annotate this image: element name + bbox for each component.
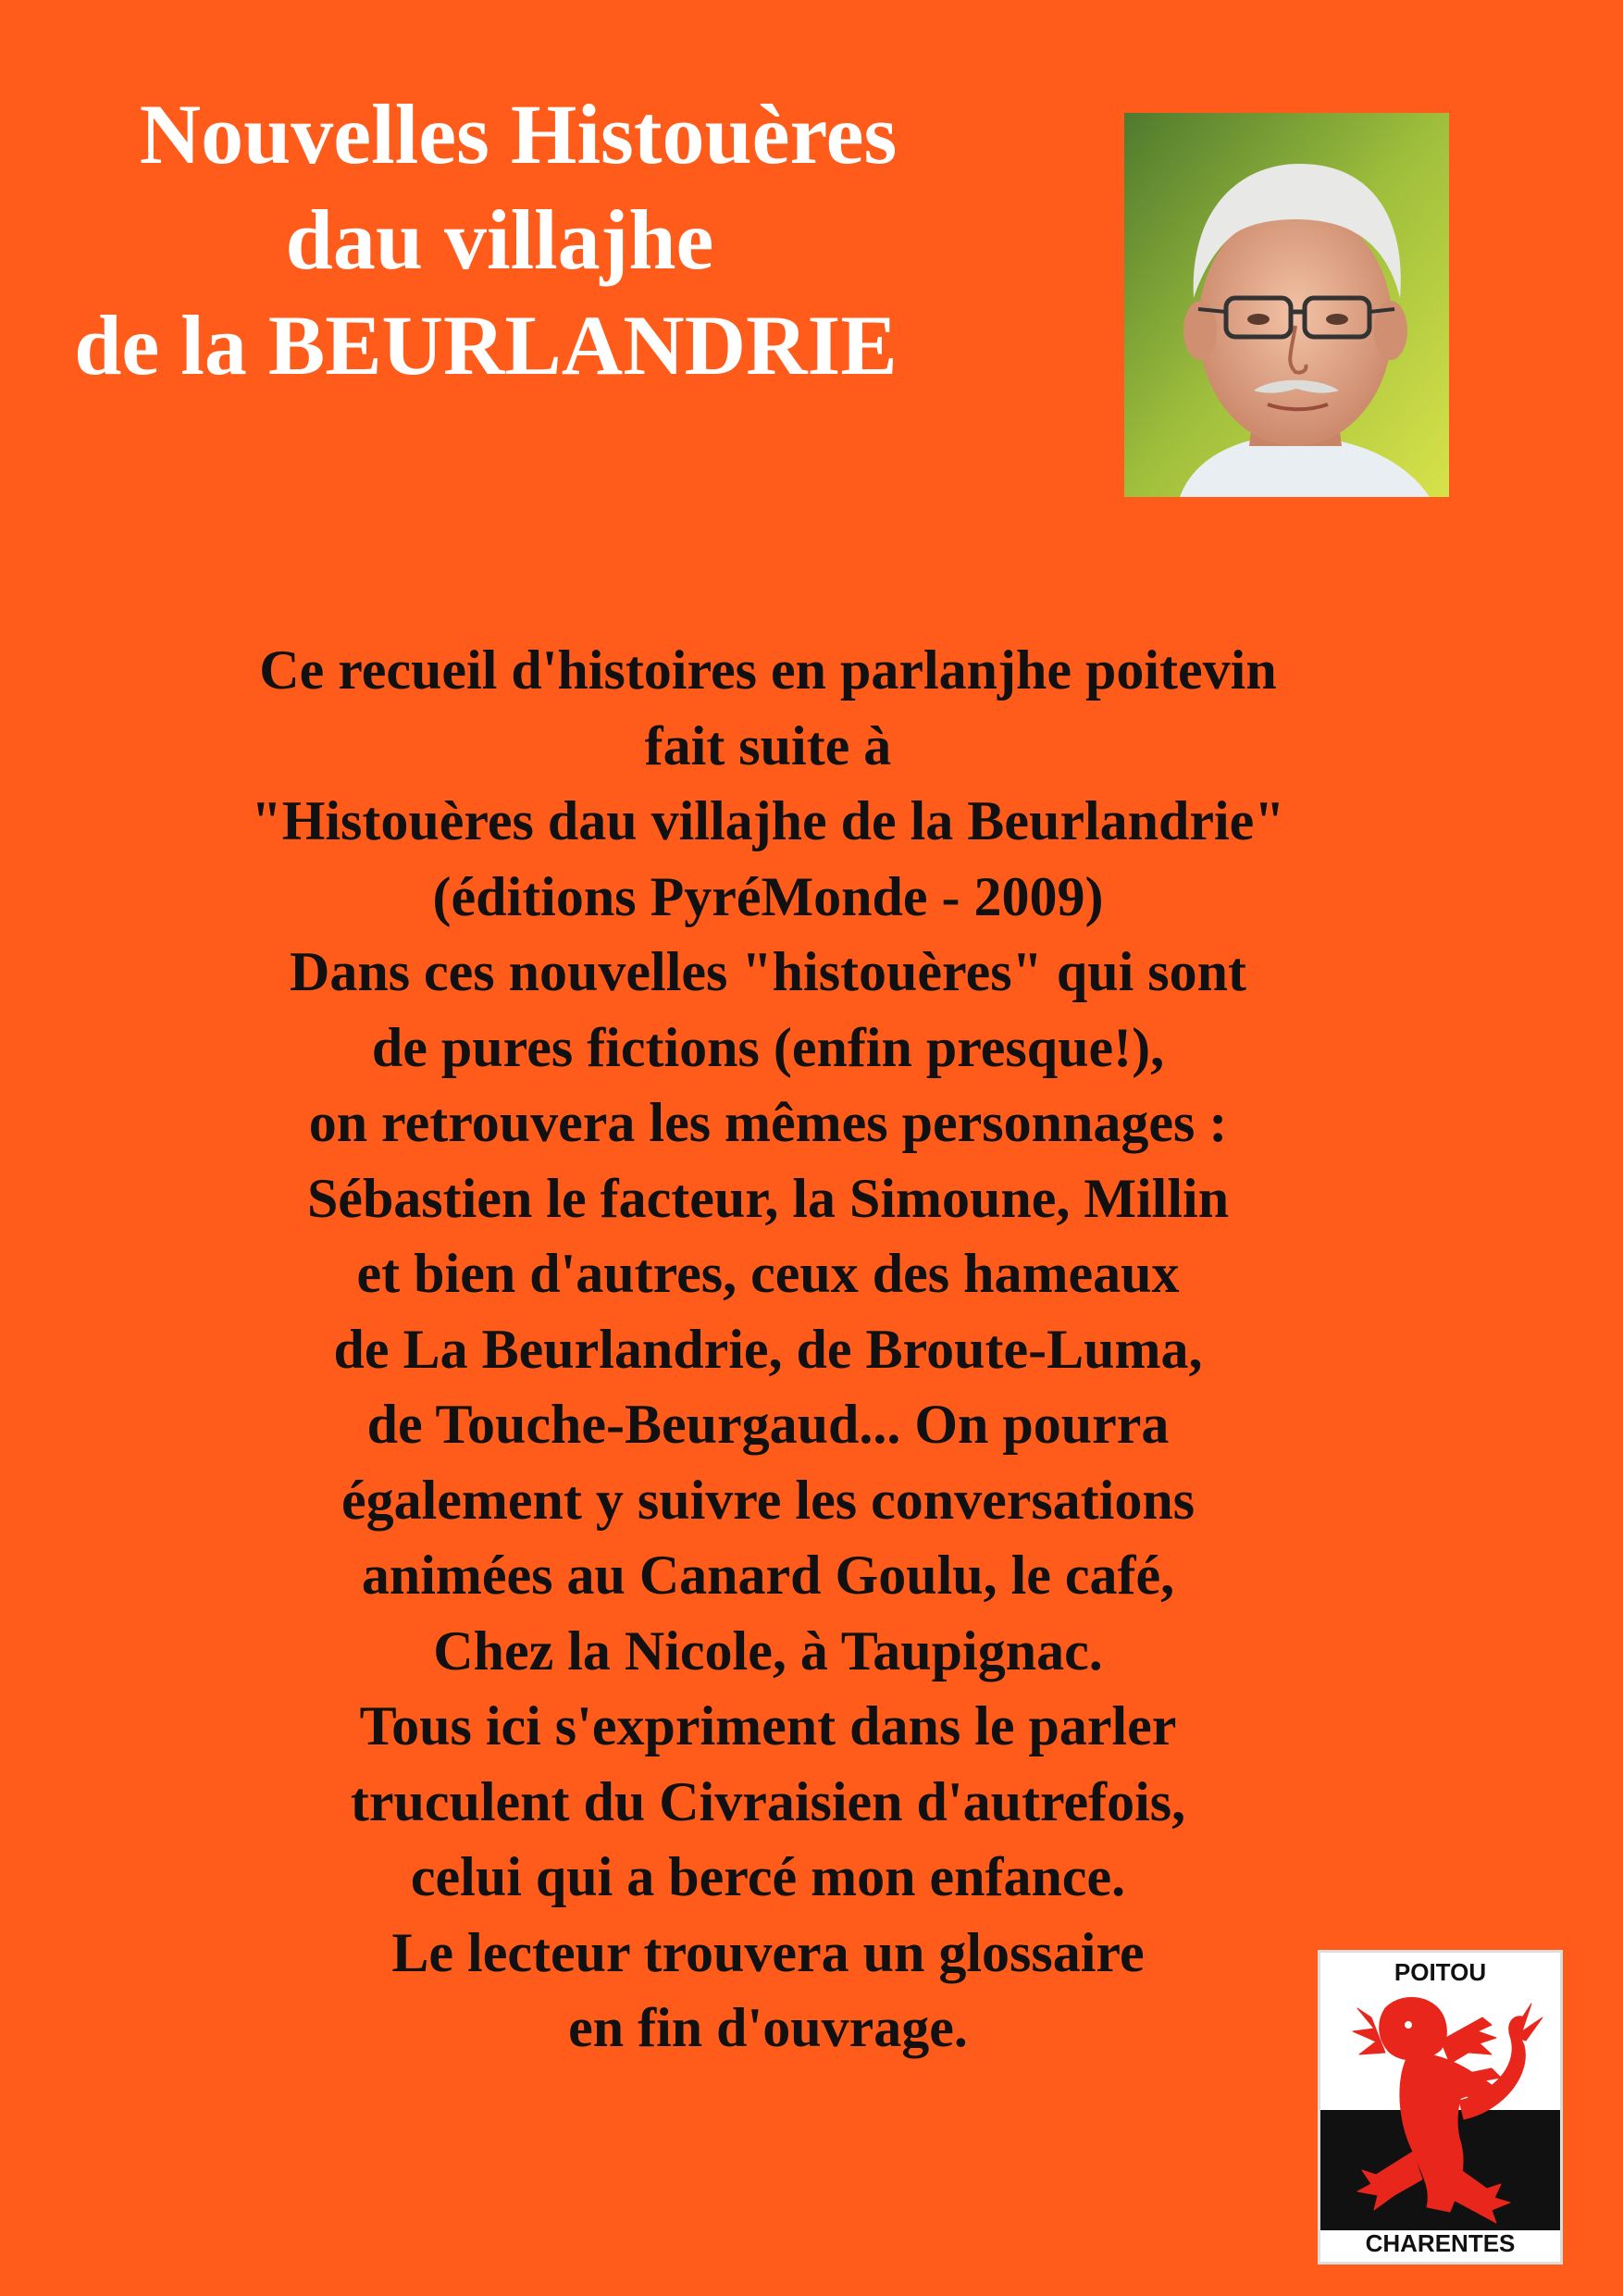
book-description [93,633,1443,2066]
description-line: Chez la Nicole, à Taupignac. [433,1620,1103,1682]
description-line: truculent du Civraisien d'autrefois, [350,1770,1186,1832]
author-photo [1124,113,1449,497]
description-line: fait suite à [644,714,892,776]
lion-rampant-icon [1320,1953,1560,2262]
description-line: de pures fictions (enfin presque!), [371,1016,1165,1078]
description-line: de La Beurlandrie, de Broute-Luma, [333,1318,1203,1380]
description-line: Sébastien le facteur, la Simoune, Millin [306,1167,1230,1229]
description-line: on retrouvera les mêmes personnages : [308,1092,1228,1153]
emblem-top-label: POITOU [1394,1958,1487,1986]
poitou-charentes-emblem [1318,1950,1563,2265]
description-line: celui qui a bercé mon enfance. [410,1846,1126,1907]
description-line: Dans ces nouvelles "histouères" qui sont [290,941,1246,1002]
description-line: Le lecteur trouvera un glossaire [391,1921,1145,1983]
book-title [28,81,1009,398]
title-line-2: dau villajhe [285,192,714,287]
description-line: animées au Canard Goulu, le café, [361,1545,1175,1606]
description-line: et bien d'autres, ceux des hameaux [356,1243,1180,1304]
emblem-bottom-label: CHARENTES [1365,2229,1516,2257]
portrait-photo-icon [1124,113,1449,497]
description-line: en fin d'ouvrage. [568,1997,968,2058]
description-line: (éditions PyréMonde - 2009) [432,865,1104,927]
title-line-1: Nouvelles Histouères [139,87,898,181]
title-line-3: de la BEURLANDRIE [74,298,898,392]
description-line: Ce recueil d'histoires en parlanjhe poitevin [259,639,1277,701]
description-line: "Histouères dau villajhe de la Beurlandrie" [251,790,1285,851]
description-line: également y suivre les conversations [341,1469,1196,1531]
description-line: de Touche-Beurgaud... On pourra [366,1394,1170,1455]
description-line: Tous ici s'expriment dans le parler [359,1695,1177,1756]
